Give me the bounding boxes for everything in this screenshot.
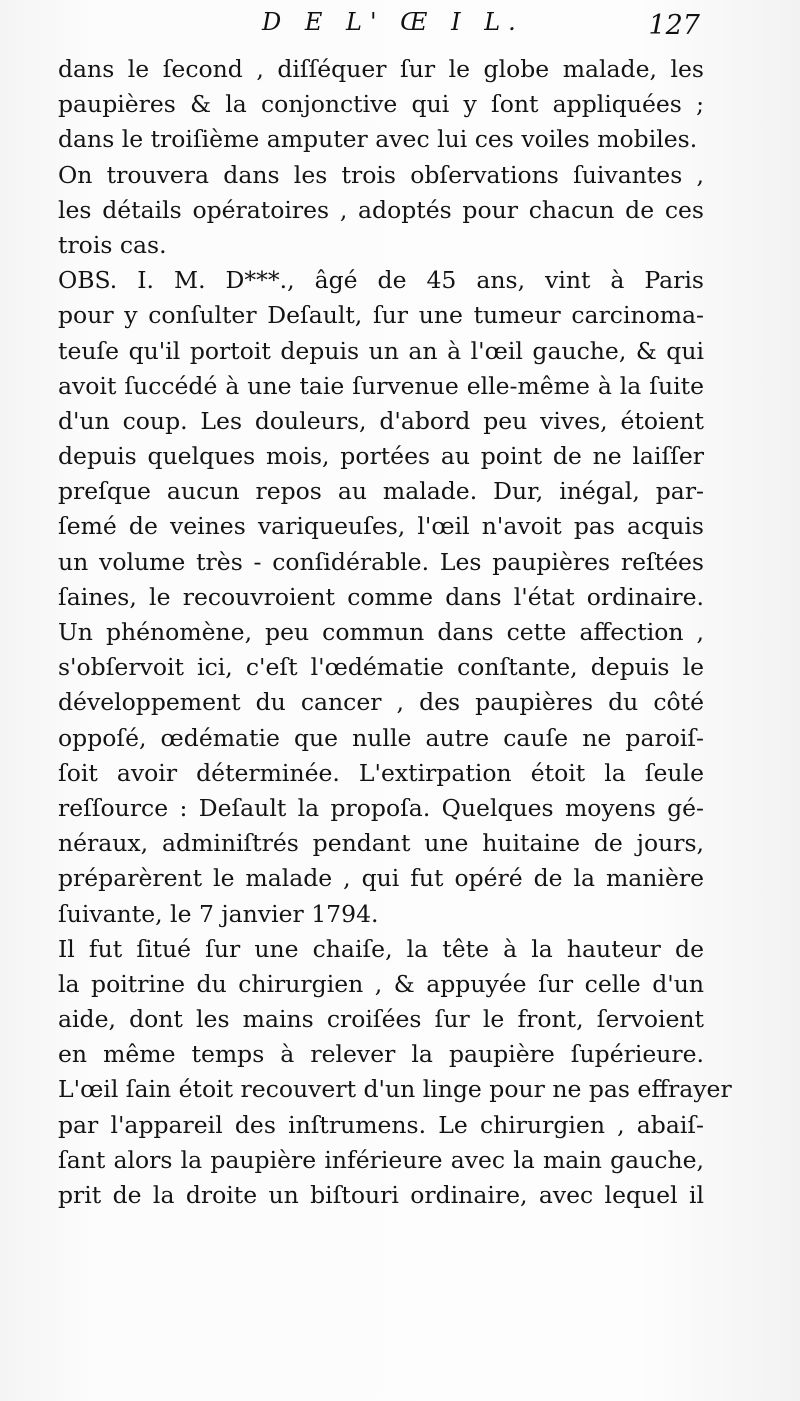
text-line: la poitrine du chirurgien , & appuyée ſur celle d'un <box>58 969 704 998</box>
text-line: L'œil ſain étoit recouvert d'un linge pour ne pas effrayer <box>58 1075 732 1104</box>
body-text <box>58 52 732 1213</box>
text-line: On trouvera dans les trois obſervations ſuivantes , <box>58 160 704 189</box>
running-title: D E L' Œ I L. <box>262 8 524 36</box>
text-line: par l'appareil des inſtrumens. Le chirurgien , abaiſ- <box>58 1110 704 1139</box>
text-line: d'un coup. Les douleurs, d'abord peu vives, étoient <box>58 406 704 435</box>
text-line: en même temps à relever la paupière ſupérieure. <box>58 1040 704 1069</box>
text-line: teuſe qu'il portoit depuis un an à l'œil gauche, & qui <box>58 336 704 365</box>
text-line: reſſource : Deſault la propoſa. Quelques moyens gé- <box>58 793 704 822</box>
text-line: pour y conſulter Deſault, ſur une tumeur carcinoma- <box>58 301 704 330</box>
text-line: trois cas. <box>58 230 167 259</box>
text-line: dans le troiſième amputer avec lui ces voiles mobiles. <box>58 125 698 154</box>
text-line: préparèrent le malade , qui fut opéré de la manière <box>58 864 704 893</box>
text-line: ſoit avoir déterminée. L'extirpation étoit la ſeule <box>58 758 704 787</box>
text-line: développement du cancer , des paupières du côté <box>58 688 704 717</box>
text-line: prit de la droite un biſtouri ordinaire, avec lequel il <box>58 1181 704 1209</box>
text-line: les détails opératoires , adoptés pour chacun de ces <box>58 195 704 224</box>
text-line: ſemé de veines variqueuſes, l'œil n'avoit pas acquis <box>58 512 704 541</box>
text-line: ſuivante, le 7 janvier 1794. <box>58 899 379 928</box>
text-line: Un phénomène, peu commun dans cette affection , <box>58 618 704 646</box>
text-line: s'obſervoit ici, c'eſt l'œdématie conſtante, depuis le <box>58 653 704 682</box>
text-line: depuis quelques mois, portées au point de ne laiſſer <box>58 442 704 471</box>
text-line: aide, dont les mains croiſées ſur le front, ſervoient <box>58 1005 704 1034</box>
text-line: ſant alors la paupière inférieure avec la main gauche, <box>58 1145 704 1174</box>
text-line: paupières & la conjonctive qui y ſont appliquées ; <box>58 90 704 119</box>
text-line: un volume très - conſidérable. Les paupières reſtées <box>58 547 704 576</box>
text-line: preſque aucun repos au malade. Dur, inégal, par- <box>58 477 704 506</box>
text-line: Il fut ſitué ſur une chaiſe, la tête à la hauteur de <box>58 934 704 963</box>
text-line: OBS. I. M. D***., âgé de 45 ans, vint à Paris <box>58 266 704 295</box>
text-line: avoit ſuccédé à une taie ſurvenue elle-même à la ſuite <box>58 371 704 400</box>
text-line: ſaines, le recouvroient comme dans l'état ordinaire. <box>58 582 704 611</box>
text-line: oppoſé, œdématie que nulle autre cauſe ne paroiſ- <box>58 723 704 752</box>
text-line: dans le ſecond , diſſéquer ſur le globe malade, les <box>58 55 704 83</box>
text-line: néraux, adminiſtrés pendant une huitaine de jours, <box>58 829 704 858</box>
page-number: 127 <box>648 10 700 41</box>
